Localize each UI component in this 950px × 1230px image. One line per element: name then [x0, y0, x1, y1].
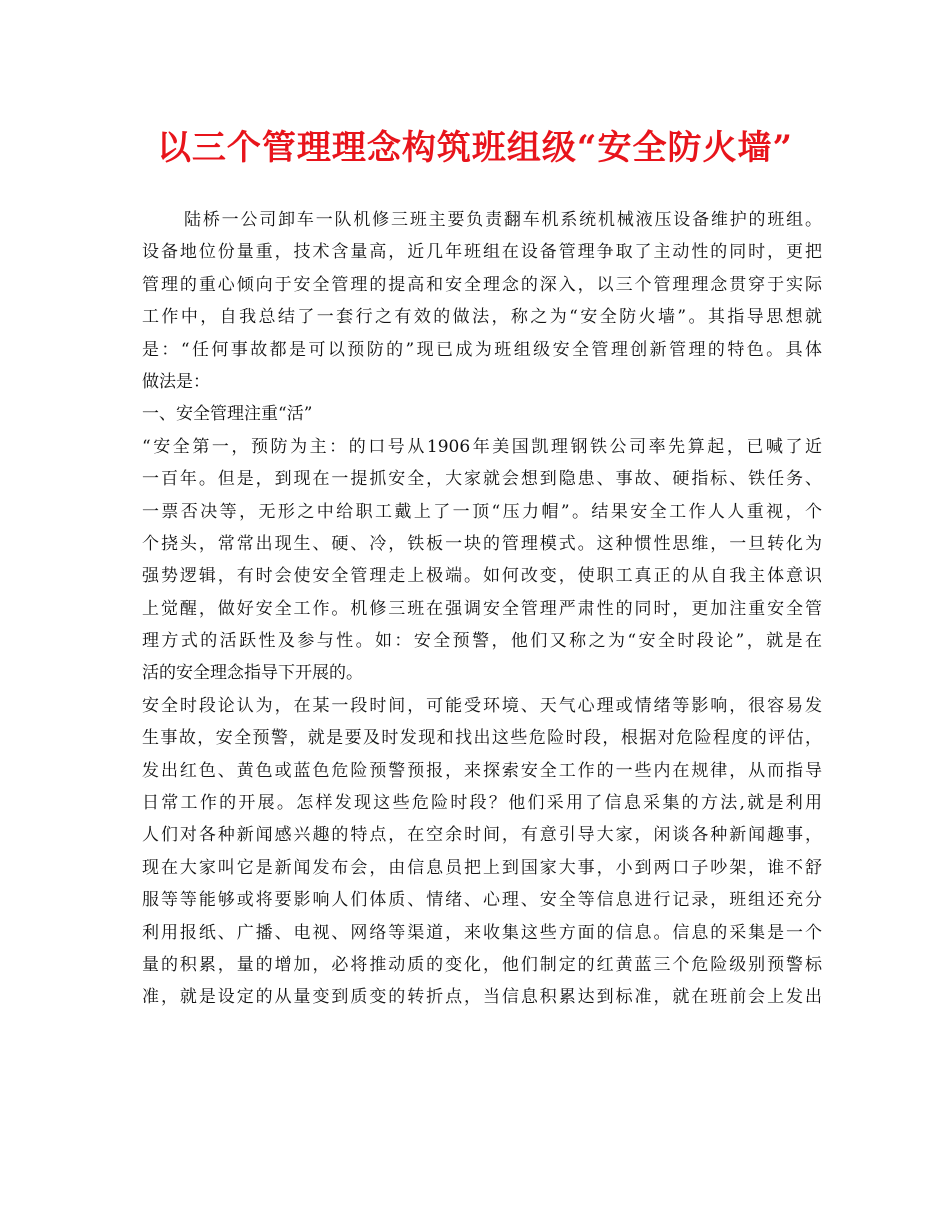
- paragraph-line: 安全时段论认为，在某一段时间，可能受环境、天气心理或情绪等影响，很容易发: [142, 695, 822, 716]
- paragraph-line: 现在大家叫它是新闻发布会，由信息员把上到国家大事，小到两口子吵架，谁不舒: [142, 857, 822, 878]
- paragraph-line: 一百年。但是，到现在一提抓安全，大家就会想到隐患、事故、硬指标、铁任务、: [142, 469, 822, 490]
- paragraph-line: 工作中，自我总结了一套行之有效的做法，称之为“安全防火墙”。其指导思想就: [142, 307, 822, 328]
- paragraph-line: 做法是：: [142, 371, 210, 392]
- paragraph-line: 强势逻辑，有时会使安全管理走上极端。如何改变，使职工真正的从自我主体意识: [142, 566, 822, 587]
- section-heading: 一、安全管理注重“活”: [142, 404, 313, 425]
- paragraph-line: 上觉醒，做好安全工作。机修三班在强调安全管理严肃性的同时，更加注重安全管: [142, 598, 822, 619]
- paragraph-line: 理方式的活跃性及参与性。如：安全预警，他们又称之为“安全时段论”，就是在: [142, 631, 822, 652]
- paragraph-line: 人们对各种新闻感兴趣的特点，在空余时间，有意引导大家，闲谈各种新闻趣事，: [142, 825, 822, 846]
- paragraph-line: 发出红色、黄色或蓝色危险预警预报，来探索安全工作的一些内在规律，从而指导: [142, 760, 822, 781]
- paragraph-line: 个挠头，常常出现生、硬、冷，铁板一块的管理模式。这种惯性思维，一旦转化为: [142, 533, 822, 554]
- paragraph-line: “安全第一，预防为主：的口号从1906年美国凯理钢铁公司率先算起，已喊了近: [142, 436, 822, 457]
- paragraph-line: 量的积累，量的增加，必将推动质的变化，他们制定的红黄蓝三个危险级别预警标: [142, 954, 822, 975]
- paragraph-line: 日常工作的开展。怎样发现这些危险时段？他们采用了信息采集的方法,就是利用: [142, 793, 822, 814]
- paragraph-line: 利用报纸、广播、电视、网络等渠道，来收集这些方面的信息。信息的采集是一个: [142, 922, 822, 943]
- paragraph-line: 活的安全理念指导下开展的。: [142, 663, 363, 684]
- paragraph-line: 设备地位份量重，技术含量高，近几年班组在设备管理争取了主动性的同时，更把: [142, 242, 822, 263]
- paragraph-line: 陆桥一公司卸车一队机修三班主要负责翻车机系统机械液压设备维护的班组。: [184, 210, 822, 230]
- document-body: [142, 204, 822, 1014]
- paragraph-line: 管理的重心倾向于安全管理的提高和安全理念的深入，以三个管理理念贯穿于实际: [142, 274, 822, 295]
- paragraph-line: 是：“任何事故都是可以预防的”现已成为班组级安全管理创新管理的特色。具体: [142, 339, 822, 360]
- paragraph-line: 服等等能够或将要影响人们体质、情绪、心理、安全等信息进行记录，班组还充分: [142, 890, 822, 911]
- document-title: 以三个管理理念构筑班组级“安全防火墙”: [156, 128, 794, 168]
- paragraph-line: 准，就是设定的从量变到质变的转折点，当信息积累达到标准，就在班前会上发出: [142, 987, 822, 1008]
- paragraph-line: 生事故，安全预警，就是要及时发现和找出这些危险时段，根据对危险程度的评估，: [142, 728, 822, 749]
- paragraph-line: 一票否决等，无形之中给职工戴上了一顶“压力帽”。结果安全工作人人重视，个: [142, 501, 822, 522]
